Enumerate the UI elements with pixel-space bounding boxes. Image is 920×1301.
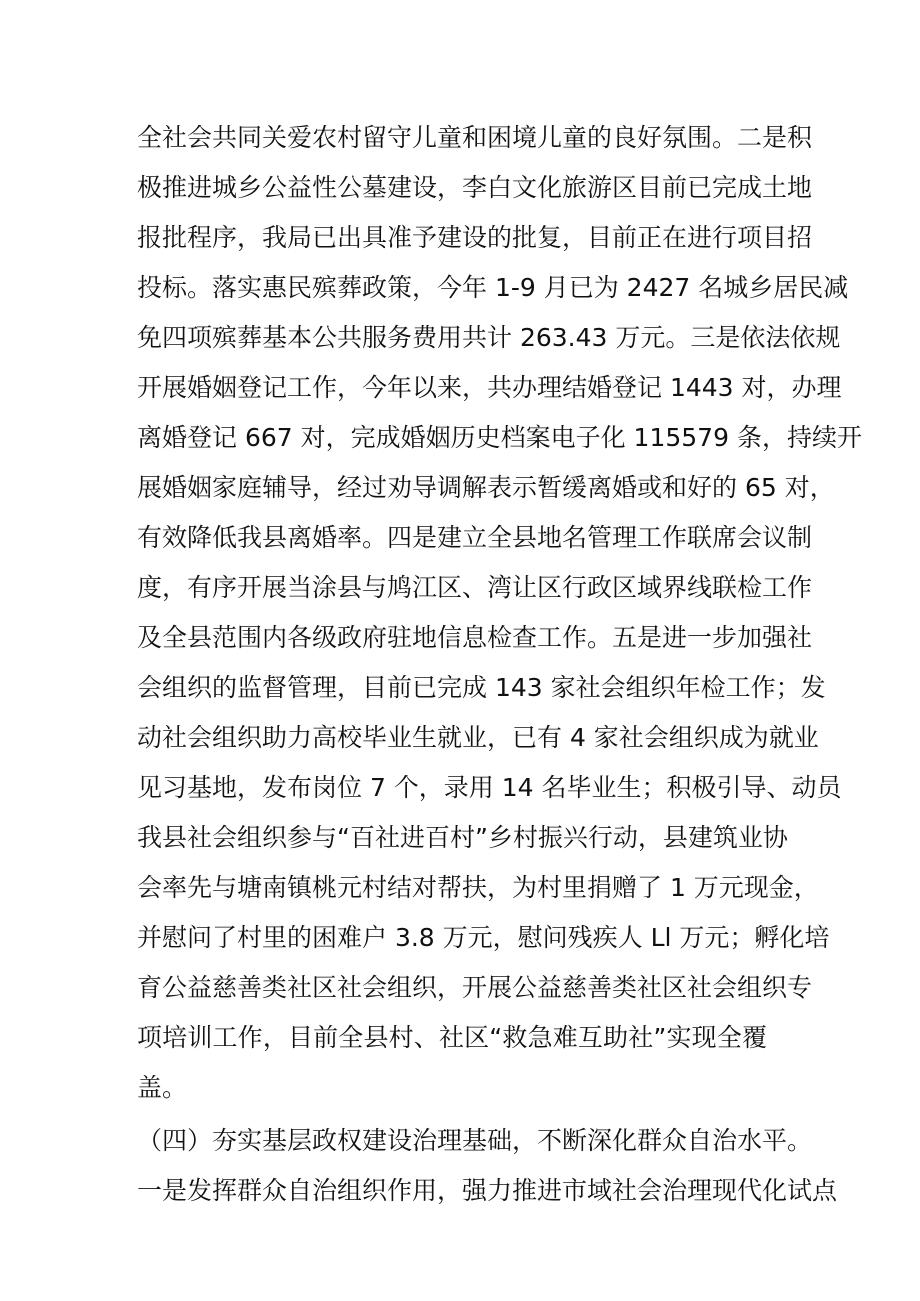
text-line: 并慰问了村里的困难户 3.8 万元，慰问残疾人 Ll 万元；孵化培: [137, 923, 830, 952]
text-line: 度，有序开展当涂县与鸠江区、湾让区行政区域界线联检工作: [137, 573, 813, 602]
text-line: 有效降低我县离婚率。四是建立全县地名管理工作联席会议制: [137, 523, 813, 552]
text-line: 项培训工作，目前全县村、社区“救急难互助社”实现全覆: [137, 1023, 767, 1052]
text-line: 盖。: [137, 1073, 188, 1102]
text-line: 会组织的监督管理，目前已完成 143 家社会组织年检工作；发: [137, 673, 826, 702]
text-line: 育公益慈善类社区社会组织，开展公益慈善类社区社会组织专: [137, 973, 813, 1002]
text-line: 一是发挥群众自治组织作用，强力推进市域社会治理现代化试点: [137, 1176, 838, 1205]
text-line: 免四项殡葬基本公共服务费用共计 263.43 万元。三是依法依规: [137, 323, 841, 352]
text-line: 我县社会组织参与“百社进百村”乡村振兴行动，县建筑业协: [137, 823, 788, 852]
text-line: 离婚登记 667 对，完成婚姻历史档案电子化 115579 条，持续开: [137, 423, 862, 452]
text-line: 全社会共同关爱农村留守儿童和困境儿童的良好氛围。二是积: [137, 123, 813, 152]
text-line: 开展婚姻登记工作，今年以来，共办理结婚登记 1443 对，办理: [137, 373, 842, 402]
text-line: 展婚姻家庭辅导，经过劝导调解表示暂缓离婚或和好的 65 对，: [137, 473, 835, 502]
text-line: 会率先与塘南镇桃元村结对帮扶，为村里捐赠了 1 万元现金，: [137, 873, 819, 902]
text-line: 及全县范围内各级政府驻地信息检查工作。五是进一步加强社: [137, 623, 813, 652]
text-line: 投标。落实惠民殡葬政策，今年 1-9 月已为 2427 名城乡居民减: [137, 273, 849, 302]
text-line: 动社会组织助力高校毕业生就业，已有 4 家社会组织成为就业: [137, 723, 819, 752]
text-line: 报批程序，我局已出具准予建设的批复，目前正在进行项目招: [137, 223, 813, 252]
text-line: 见习基地，发布岗位 7 个，录用 14 名毕业生；积极引导、动员: [137, 773, 842, 802]
text-line: 极推进城乡公益性公墓建设，李白文化旅游区目前已完成土地: [137, 173, 813, 202]
section-heading-line: （四）夯实基层政权建设治理基础，不断深化群众自治水平。: [137, 1126, 813, 1155]
